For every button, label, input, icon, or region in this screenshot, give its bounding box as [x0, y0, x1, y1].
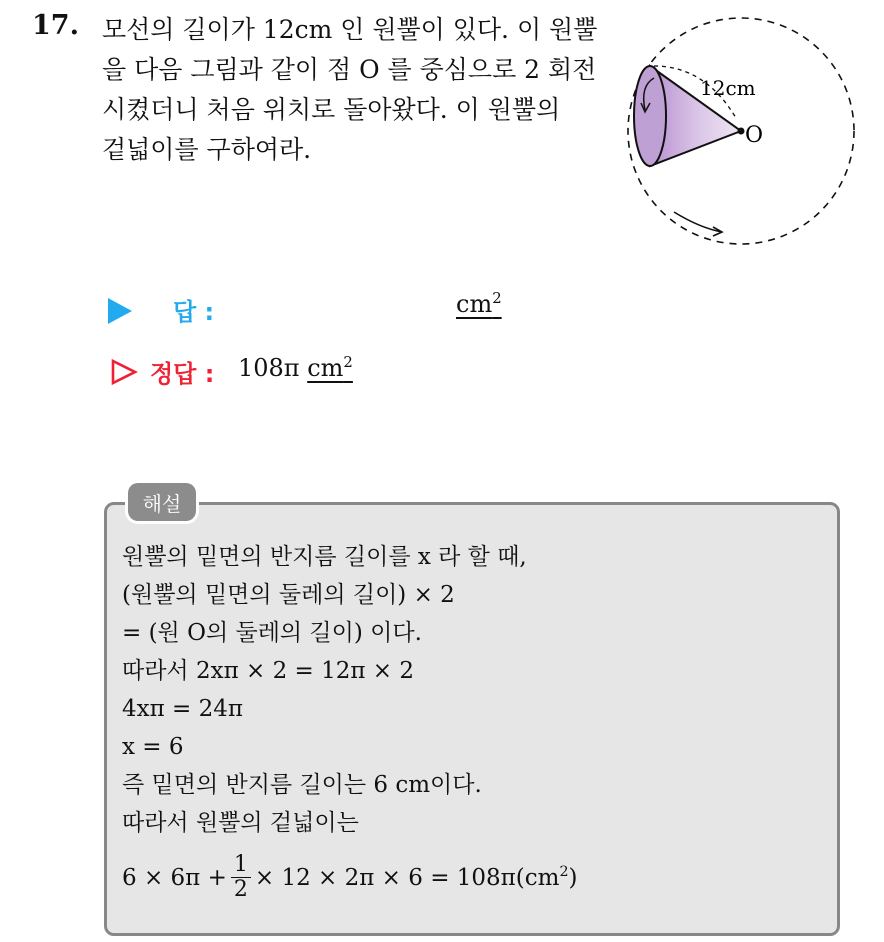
fraction-denominator: 2: [233, 876, 248, 902]
question-line: 모선의 길이가 12cm 인 원뿔이 있다. 이 원뿔: [102, 15, 598, 44]
question-line: 을 다음 그림과 같이 점 O 를 중심으로 2 회전: [102, 55, 597, 84]
correct-answer-row: [108, 352, 528, 396]
correct-answer-unit-exponent: 2: [343, 353, 353, 371]
answer-unit: [456, 290, 502, 318]
one-half-fraction: [231, 853, 251, 902]
fraction-numerator: 1: [231, 853, 251, 878]
equation-part: × 12 × 2π × 6 = 108π(cm: [254, 865, 560, 891]
slant-length-label: 12cm: [700, 76, 756, 100]
equation-part: ): [568, 865, 578, 891]
center-point: [738, 128, 745, 135]
correct-answer-unit-text: cm: [307, 354, 344, 382]
solution-text: [122, 538, 822, 908]
equation-part: 6 × 6π +: [122, 865, 227, 891]
center-label: O: [745, 123, 764, 148]
rotation-direction-arrow: [674, 212, 722, 232]
answer-unit-text: cm: [456, 290, 493, 318]
solution-line: (원뿔의 밑면의 둘레의 길이) × 2: [122, 582, 455, 608]
question-number: 17.: [32, 10, 79, 41]
cone-rotation-figure: [610, 0, 872, 250]
answer-label: 답 :: [173, 298, 215, 326]
answer-row: [108, 290, 528, 334]
solution-line: = (원 O의 둘레의 길이) 이다.: [122, 620, 422, 646]
correct-answer-label: 정답 :: [150, 360, 215, 388]
solution-line: x = 6: [122, 734, 184, 760]
correct-answer-number: 108π: [238, 354, 308, 382]
solution-final-equation: [122, 848, 822, 908]
question-text: [102, 10, 602, 170]
equation-exponent: 2: [559, 864, 569, 880]
answer-unit-exponent: 2: [492, 289, 502, 307]
solution-line: 4xπ = 24π: [122, 696, 243, 722]
solution-line: 원뿔의 밑면의 반지름 길이를 x 라 할 때,: [122, 544, 527, 570]
correct-answer-unit: [307, 354, 353, 382]
question-line: 겉넓이를 구하여라.: [102, 135, 312, 164]
solution-line: 따라서 2xπ × 2 = 12π × 2: [122, 658, 415, 684]
solution-line: 즉 밑면의 반지름 길이는 6 cm이다.: [122, 772, 482, 798]
play-triangle-icon: [108, 298, 132, 324]
solution-tag: 해설: [128, 483, 196, 521]
question-line: 시켰더니 처음 위치로 돌아왔다. 이 원뿔의: [102, 95, 561, 124]
outline-triangle-icon: [110, 358, 138, 386]
solution-line: 따라서 원뿔의 겉넓이는: [122, 810, 359, 836]
correct-answer-value: [238, 354, 353, 382]
